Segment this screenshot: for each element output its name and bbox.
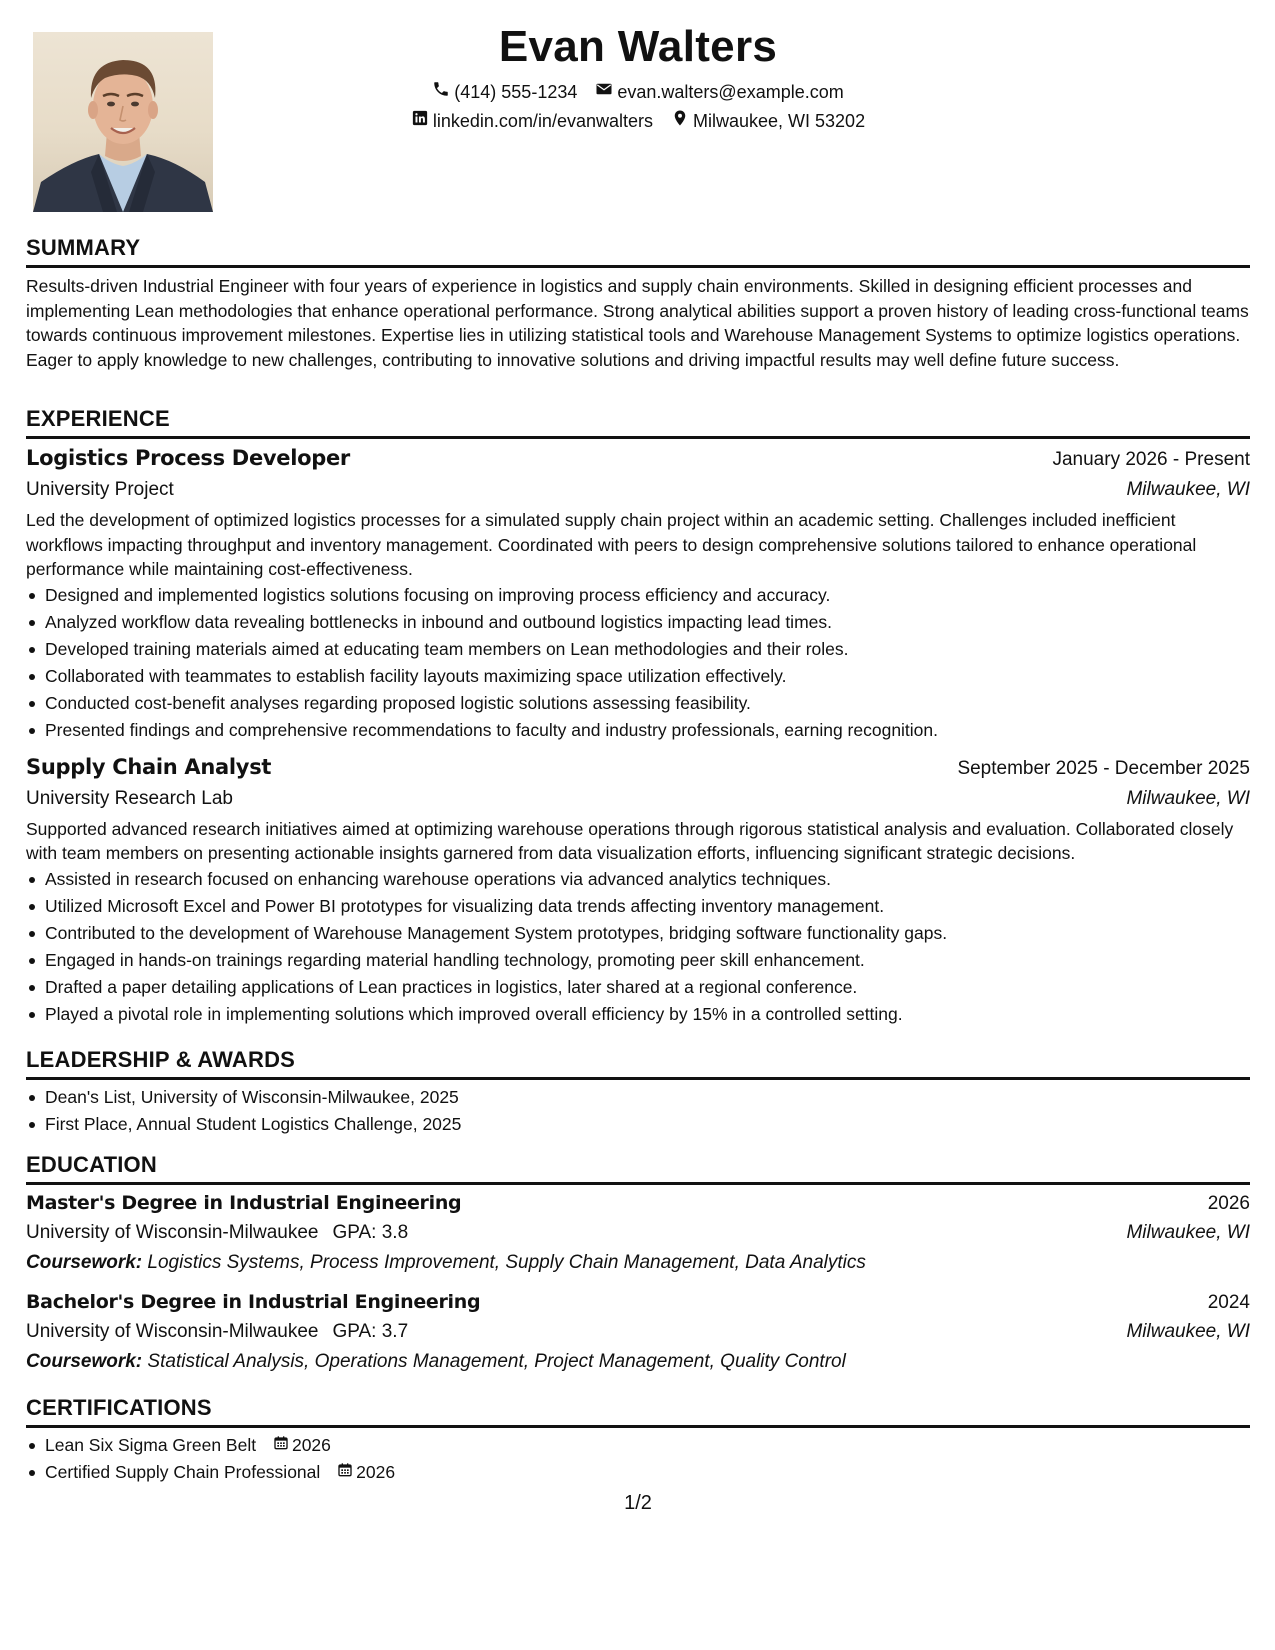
- list-item: Assisted in research focused on enhancing warehouse operations via advanced analytics techniques.: [26, 866, 1250, 893]
- list-item: Analyzed workflow data revealing bottlenecks in inbound and outbound logistics impacting lead times.: [26, 609, 1250, 636]
- page-number: 1/2: [624, 1492, 652, 1514]
- list-item: Engaged in hands-on trainings regarding material handling technology, promoting peer skill enhancement.: [26, 947, 1250, 974]
- list-item: Designed and implemented logistics solutions focusing on improving process efficiency and accuracy.: [26, 582, 1250, 609]
- section-title: SUMMARY: [26, 234, 1250, 268]
- list-item: [26, 1459, 1250, 1486]
- coursework: [26, 1248, 1250, 1278]
- job-org: University Research Lab: [26, 787, 233, 809]
- cert-date: 2026: [273, 1432, 331, 1459]
- job-dates: January 2026 - Present: [1052, 449, 1250, 470]
- map-pin-icon: [671, 109, 689, 132]
- education-entry: [26, 1189, 1250, 1278]
- section-title: CERTIFICATIONS: [26, 1394, 1250, 1428]
- degree-year: 2024: [1207, 1292, 1250, 1313]
- section-title: EDUCATION: [26, 1151, 1250, 1185]
- linkedin-icon: [411, 109, 429, 132]
- school-location: Milwaukee, WI: [1126, 1321, 1250, 1342]
- summary-section: [26, 234, 1250, 372]
- education-section: [26, 1151, 1250, 1377]
- list-item: Utilized Microsoft Excel and Power BI prototypes for visualizing data trends affecting inventory management.: [26, 893, 1250, 920]
- job-bullets: [26, 582, 1250, 744]
- job-title: Supply Chain Analyst: [26, 754, 272, 779]
- coursework-list: Statistical Analysis, Operations Management, Project Management, Quality Control: [147, 1351, 846, 1372]
- section-title: LEADERSHIP & AWARDS: [26, 1046, 1250, 1080]
- job-bullets: [26, 866, 1250, 1028]
- job-location: Milwaukee, WI: [1126, 787, 1250, 809]
- calendar-icon: [273, 1432, 289, 1459]
- list-item: Collaborated with teammates to establish facility layouts maximizing space utilization effectively.: [26, 663, 1250, 690]
- cert-name: Lean Six Sigma Green Belt: [45, 1435, 257, 1455]
- cert-name: Certified Supply Chain Professional: [45, 1462, 321, 1482]
- header: [26, 20, 1250, 132]
- list-item: Developed training materials aimed at educating team members on Lean methodologies and their roles.: [26, 636, 1250, 663]
- contact-email[interactable]: evan.walters@example.com: [595, 80, 843, 103]
- summary-text: Results-driven Industrial Engineer with four years of experience in logistics and supply chain environments. Skilled in designing efficient processes and implementing Lean methodologies that enhance operational performance. Strong analytical abilities support a proven history of leading cross-functional teams towards continuous improvement milestones. Expertise lies in utilizing statistical tools and Warehouse Management Systems to optimize logistics operations. Eager to apply knowledge to new challenges, contributing to innovative solutions and driving impactful results may well define future success.: [26, 276, 1249, 370]
- list-item: Drafted a paper detailing applications of Lean practices in logistics, later shared at a regional conference.: [26, 974, 1250, 1001]
- school-line: [26, 1218, 408, 1248]
- school-location: Milwaukee, WI: [1126, 1222, 1250, 1243]
- gpa: GPA: 3.7: [332, 1321, 409, 1342]
- section-title: EXPERIENCE: [26, 405, 1250, 439]
- certifications-list: [26, 1432, 1250, 1486]
- job-description: Supported advanced research initiatives aimed at optimizing warehouse operations through rigorous statistical analysis and evaluation. Collaborated closely with team members on presenting actionable insights garnered from data visualization efforts, influencing significant strategic decisions.: [26, 818, 1234, 863]
- cert-date: 2026: [337, 1459, 395, 1486]
- contact-location: Milwaukee, WI 53202: [671, 109, 865, 132]
- leadership-section: [26, 1046, 1250, 1138]
- job-dates: September 2025 - December 2025: [957, 757, 1250, 779]
- school-name: University of Wisconsin-Milwaukee: [26, 1321, 319, 1342]
- list-item: First Place, Annual Student Logistics Challenge, 2025: [26, 1111, 1250, 1138]
- job-title: Logistics Process Developer: [26, 446, 350, 470]
- coursework: [26, 1347, 1250, 1377]
- coursework-label: Coursework:: [26, 1252, 143, 1273]
- contact-row-1: [26, 80, 1250, 103]
- school-line: [26, 1317, 408, 1347]
- envelope-icon: [595, 80, 613, 103]
- experience-section: [26, 405, 1250, 1028]
- contact-linkedin[interactable]: linkedin.com/in/evanwalters: [411, 109, 653, 132]
- education-entry: [26, 1288, 1250, 1377]
- list-item: Dean's List, University of Wisconsin-Milwaukee, 2025: [26, 1084, 1250, 1111]
- leadership-list: [26, 1084, 1250, 1138]
- job-description: Led the development of optimized logistics processes for a simulated supply chain project within an academic setting. Challenges included inefficient workflows impacting throughput and inventory management. Coordinated with peers to design comprehensive solutions tailored to enhance operational performance while maintaining cost-effectiveness.: [26, 510, 1197, 579]
- job-entry: [26, 443, 1250, 744]
- job-org: University Project: [26, 479, 174, 500]
- gpa: GPA: 3.8: [332, 1222, 409, 1243]
- candidate-name: Evan Walters: [498, 22, 778, 71]
- contact-row-2: [26, 109, 1250, 132]
- list-item: Contributed to the development of Warehouse Management System prototypes, bridging software functionality gaps.: [26, 920, 1250, 947]
- list-item: Conducted cost-benefit analyses regarding proposed logistic solutions assessing feasibility.: [26, 690, 1250, 717]
- list-item: [26, 1432, 1250, 1459]
- coursework-list: Logistics Systems, Process Improvement, Supply Chain Management, Data Analytics: [147, 1252, 866, 1273]
- contact-phone: (414) 555-1234: [432, 80, 577, 103]
- degree-year: 2026: [1207, 1193, 1250, 1214]
- coursework-label: Coursework:: [26, 1351, 143, 1372]
- certifications-section: [26, 1394, 1250, 1486]
- resume-page: [26, 0, 1250, 1650]
- list-item: Presented findings and comprehensive recommendations to faculty and industry professionals, earning recognition.: [26, 717, 1250, 744]
- degree-title: Master's Degree in Industrial Engineering: [26, 1192, 462, 1214]
- school-name: University of Wisconsin-Milwaukee: [26, 1222, 319, 1243]
- job-location: Milwaukee, WI: [1126, 479, 1250, 500]
- job-entry: [26, 752, 1250, 1028]
- degree-title: Bachelor's Degree in Industrial Engineering: [26, 1291, 481, 1313]
- list-item: Played a pivotal role in implementing solutions which improved overall efficiency by 15% in a controlled setting.: [26, 1001, 1250, 1028]
- phone-icon: [432, 80, 450, 103]
- calendar-icon: [337, 1459, 353, 1486]
